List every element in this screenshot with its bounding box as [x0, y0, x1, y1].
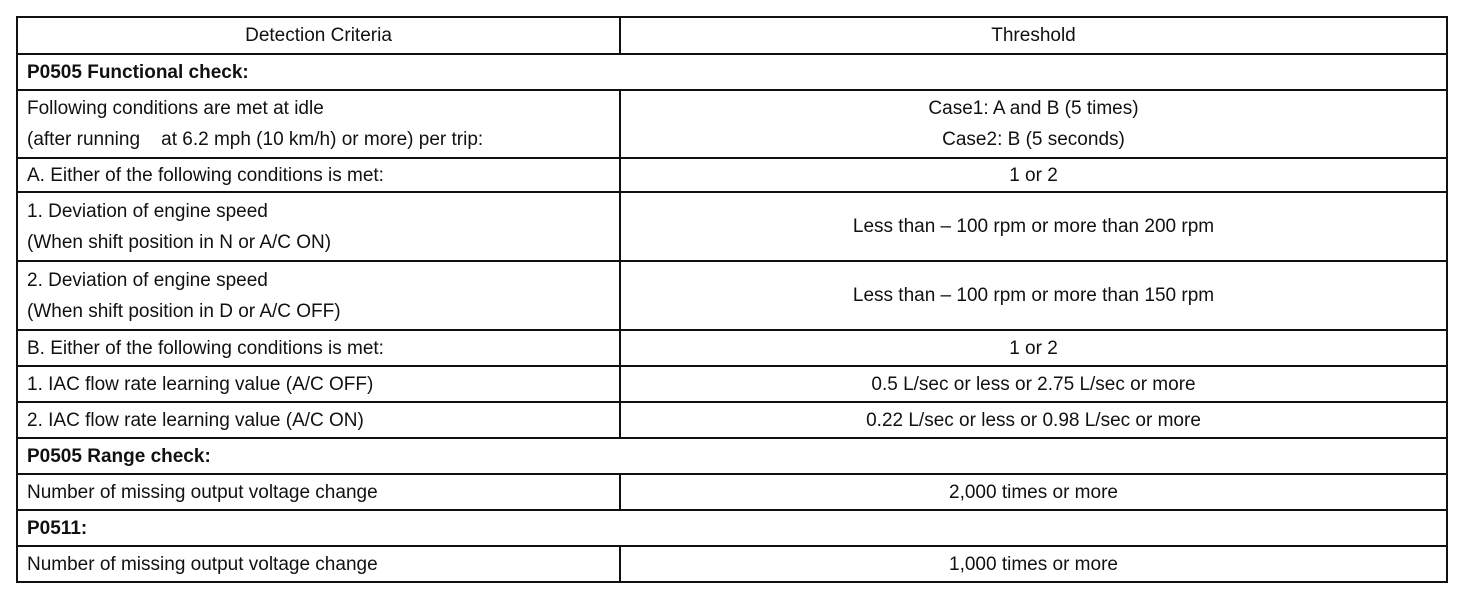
criteria-a2-line1: 2. Deviation of engine speed: [27, 269, 268, 291]
section-title-range-check: P0505 Range check:: [17, 438, 1447, 474]
table-row: [17, 261, 1447, 330]
criteria-idle-line1: Following conditions are met at idle: [27, 98, 324, 119]
threshold-cell-a: 1 or 2: [620, 158, 1447, 192]
threshold-cell-b2: 0.22 L/sec or less or 0.98 L/sec or more: [620, 402, 1447, 438]
threshold-cell-idle: [620, 90, 1447, 158]
criteria-cell-idle: [17, 90, 620, 158]
threshold-cell-b1: 0.5 L/sec or less or 2.75 L/sec or more: [620, 366, 1447, 402]
header-detection-criteria: Detection Criteria: [17, 17, 620, 54]
criteria-cell-range-missing: Number of missing output voltage change: [17, 474, 620, 510]
table-row: [17, 546, 1447, 582]
threshold-cell-a2: Less than – 100 rpm or more than 150 rpm: [620, 261, 1447, 330]
section-title-p0511: P0511:: [17, 510, 1447, 546]
criteria-cell-a: A. Either of the following conditions is met:: [17, 158, 620, 192]
detection-criteria-table: [16, 16, 1448, 583]
criteria-cell-a2: [17, 261, 620, 330]
table-row: [17, 90, 1447, 158]
header-threshold: Threshold: [620, 17, 1447, 54]
criteria-cell-b: B. Either of the following conditions is met:: [17, 330, 620, 366]
criteria-a1-line1: 1. Deviation of engine speed: [27, 200, 268, 222]
section-title-functional-check: P0505 Functional check:: [17, 54, 1447, 90]
criteria-cell-b2: 2. IAC flow rate learning value (A/C ON): [17, 402, 620, 438]
table-row: [17, 330, 1447, 366]
threshold-idle-line1: Case1: A and B (5 times): [928, 98, 1139, 119]
section-row-functional-check: [17, 54, 1447, 90]
threshold-cell-p0511-missing: 1,000 times or more: [620, 546, 1447, 582]
criteria-cell-p0511-missing: Number of missing output voltage change: [17, 546, 620, 582]
table-header-row: [17, 17, 1447, 54]
table-row: [17, 474, 1447, 510]
table-row: [17, 192, 1447, 261]
table-row: [17, 366, 1447, 402]
criteria-cell-a1: [17, 192, 620, 261]
section-row-range-check: [17, 438, 1447, 474]
criteria-cell-b1: 1. IAC flow rate learning value (A/C OFF): [17, 366, 620, 402]
threshold-cell-b: 1 or 2: [620, 330, 1447, 366]
criteria-a2-line2: (When shift position in D or A/C OFF): [27, 300, 341, 322]
section-row-p0511: [17, 510, 1447, 546]
table-row: [17, 158, 1447, 192]
criteria-a1-line2: (When shift position in N or A/C ON): [27, 231, 332, 253]
criteria-idle-line2: (after running at 6.2 mph (10 km/h) or more) per trip:: [27, 129, 484, 150]
detection-table-container: [16, 16, 1446, 583]
threshold-idle-line2: Case2: B (5 seconds): [942, 129, 1125, 150]
threshold-cell-a1: Less than – 100 rpm or more than 200 rpm: [620, 192, 1447, 261]
table-row: [17, 402, 1447, 438]
threshold-cell-range-missing: 2,000 times or more: [620, 474, 1447, 510]
